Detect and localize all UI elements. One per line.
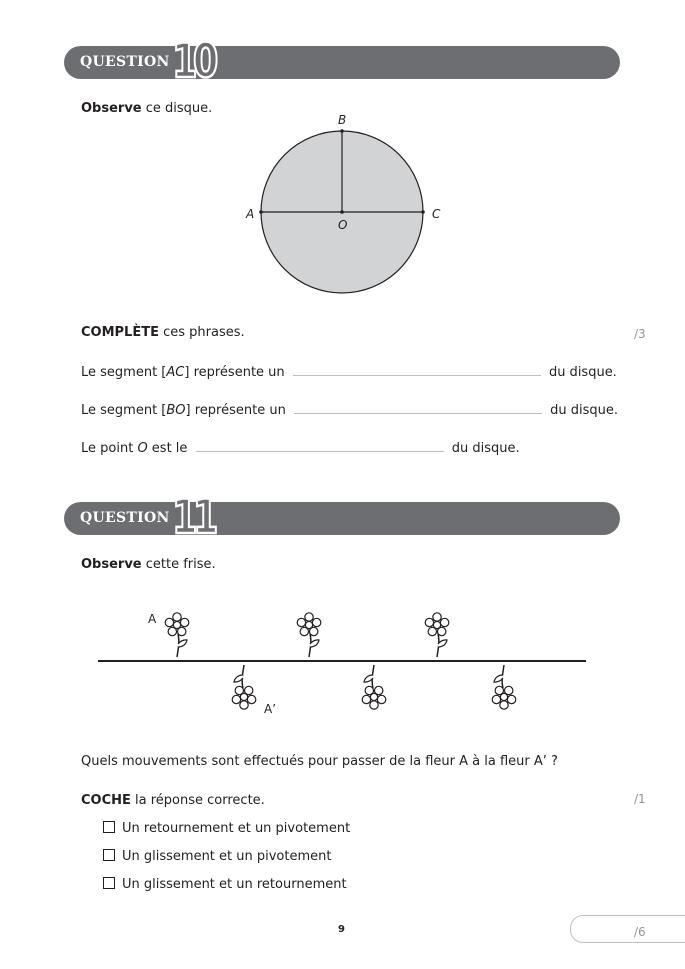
point-c-label: C: [432, 207, 441, 221]
checkbox[interactable]: [103, 821, 115, 833]
point-a-label: A: [246, 207, 255, 221]
answer-blank-1[interactable]: [293, 364, 541, 376]
sentence-2: Le segment [BO] représente un du disque.: [81, 403, 618, 418]
checkbox[interactable]: [103, 849, 115, 861]
page-number: 9: [338, 924, 345, 935]
total-score: /6: [634, 925, 646, 939]
disc-figure: [230, 108, 460, 303]
q10-score: /3: [634, 327, 646, 341]
total-score-box: [570, 915, 685, 943]
flower-a-label: A: [148, 612, 157, 626]
point-o-dot: [340, 210, 344, 214]
flower-icon: [425, 613, 449, 657]
sentence-1: Le segment [AC] représente un du disque.: [81, 365, 617, 380]
question-11-header: [64, 490, 620, 545]
q11-question: Quels mouvements sont effectués pour passer de la fleur A à la fleur A’ ?: [81, 754, 558, 769]
answer-blank-3[interactable]: [196, 440, 444, 452]
question-10-header: [64, 34, 620, 89]
option-3[interactable]: Un glissement et un retournement: [103, 877, 347, 892]
option-2[interactable]: Un glissement et un pivotement: [103, 849, 331, 864]
point-b-label: B: [338, 113, 347, 127]
checkbox[interactable]: [103, 877, 115, 889]
point-o-label: O: [338, 218, 348, 232]
point-c-dot: [421, 210, 425, 214]
flower-a-prime-icon: [232, 665, 256, 709]
flower-icon: [362, 665, 386, 709]
question-number: 11: [172, 490, 214, 545]
question-label: QUESTION: [80, 54, 170, 70]
q11-check-instruction: COCHE la réponse correcte.: [81, 793, 265, 808]
q10-complete-instruction: COMPLÈTE ces phrases.: [81, 325, 245, 340]
q11-score: /1: [634, 792, 646, 806]
question-number: 10: [172, 34, 214, 89]
flower-icon: [492, 665, 516, 709]
q10-observe-instruction: Observe ce disque.: [81, 101, 213, 116]
option-1[interactable]: Un retournement et un pivotement: [103, 821, 350, 836]
flower-frieze: [90, 600, 595, 725]
point-a-dot: [259, 210, 263, 214]
point-b-dot: [340, 129, 344, 133]
answer-blank-2[interactable]: [294, 402, 542, 414]
flower-a-icon: [165, 613, 189, 657]
q11-observe-instruction: Observe cette frise.: [81, 557, 216, 572]
flower-icon: [297, 613, 321, 657]
sentence-3: Le point O est le du disque.: [81, 441, 520, 456]
flower-a-prime-label: A’: [264, 702, 277, 716]
question-label: QUESTION: [80, 510, 170, 526]
